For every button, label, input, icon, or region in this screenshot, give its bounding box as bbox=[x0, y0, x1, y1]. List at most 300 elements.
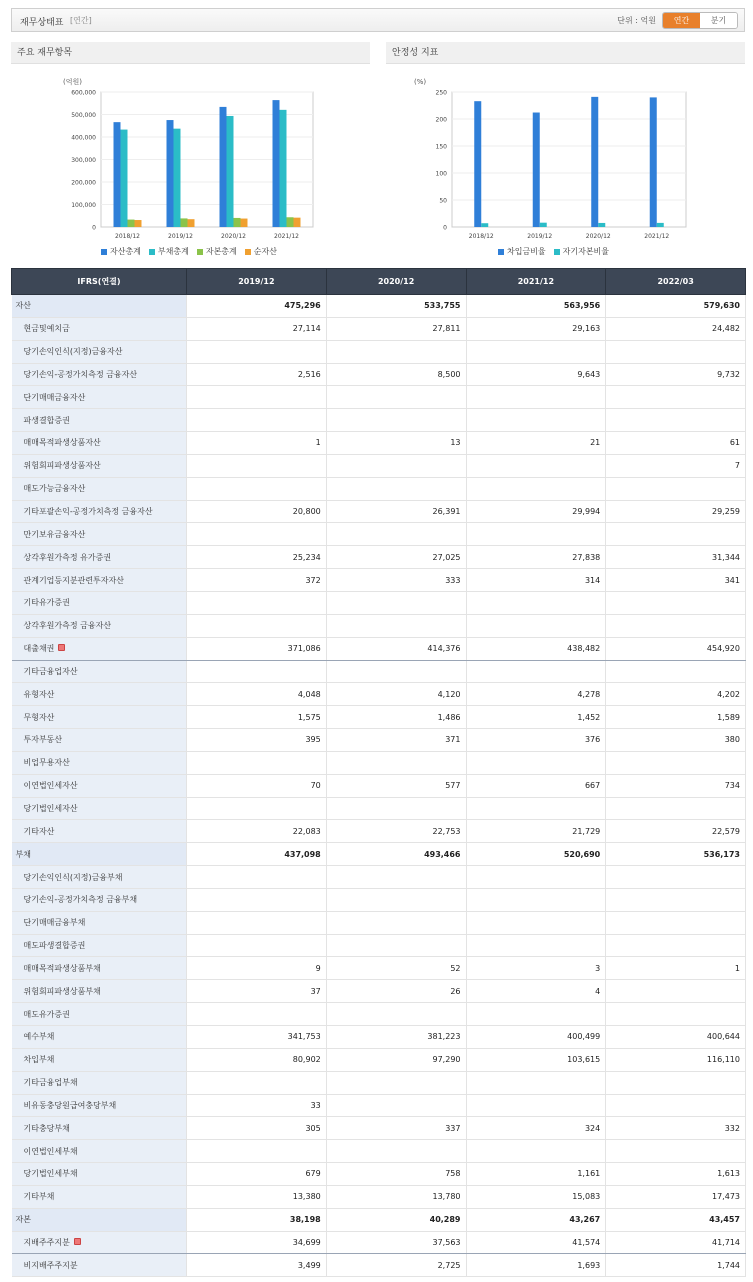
table-row bbox=[12, 637, 746, 660]
table-row bbox=[12, 1117, 746, 1140]
value-cell: 1 bbox=[606, 957, 746, 980]
value-cell bbox=[466, 614, 606, 637]
value-cell: 563,956 bbox=[466, 295, 606, 318]
header-2019-12: 2019/12 bbox=[187, 269, 327, 295]
value-cell: 371 bbox=[326, 729, 466, 752]
value-cell bbox=[466, 934, 606, 957]
header-2021-12: 2021/12 bbox=[466, 269, 606, 295]
key-items-bar-chart bbox=[11, 64, 370, 244]
row-label-cell bbox=[12, 843, 187, 866]
value-cell bbox=[606, 477, 746, 500]
value-cell: 3,499 bbox=[187, 1254, 327, 1277]
y-tick-label: 300,000 bbox=[71, 157, 96, 164]
legend-label: 자본총계 bbox=[205, 247, 237, 256]
value-cell: 3 bbox=[466, 957, 606, 980]
value-cell: 80,902 bbox=[187, 1048, 327, 1071]
bar-0-0 bbox=[114, 122, 121, 227]
value-cell bbox=[187, 523, 327, 546]
y-tick-label: 0 bbox=[92, 224, 96, 232]
value-cell: 758 bbox=[326, 1163, 466, 1186]
row-label-cell bbox=[12, 386, 187, 409]
stability-chart-title: 안정성 지표 bbox=[386, 42, 745, 64]
x-tick-label: 2021/12 bbox=[274, 233, 299, 240]
value-cell bbox=[606, 911, 746, 934]
value-cell bbox=[187, 866, 327, 889]
value-cell: 4,048 bbox=[187, 683, 327, 706]
key-items-chart-panel bbox=[11, 42, 370, 267]
x-tick-label: 2021/12 bbox=[644, 233, 670, 240]
value-cell: 116,110 bbox=[606, 1048, 746, 1071]
value-cell bbox=[466, 591, 606, 614]
table-row bbox=[12, 797, 746, 820]
value-cell: 4,202 bbox=[606, 683, 746, 706]
row-label: 비지배주주지분 bbox=[23, 1260, 78, 1270]
row-label: 당기손익인식(지정)금융부채 bbox=[23, 872, 123, 882]
row-label-cell bbox=[12, 1048, 187, 1071]
table-row bbox=[12, 934, 746, 957]
legend-swatch bbox=[498, 249, 504, 255]
bar-1-0 bbox=[481, 223, 488, 227]
value-cell: 1,613 bbox=[606, 1163, 746, 1186]
value-cell: 734 bbox=[606, 774, 746, 797]
value-cell: 1,486 bbox=[326, 706, 466, 729]
bar-0-1 bbox=[167, 120, 174, 227]
value-cell: 37 bbox=[187, 980, 327, 1003]
value-cell: 41,574 bbox=[466, 1231, 606, 1254]
balance-sheet-table bbox=[11, 268, 746, 1277]
expand-plus-icon[interactable] bbox=[74, 1238, 81, 1245]
legend-swatch bbox=[554, 249, 560, 255]
unit-label: 단위 : 억원 bbox=[617, 16, 656, 25]
legend-label: 부채총계 bbox=[157, 247, 189, 256]
value-cell bbox=[606, 1071, 746, 1094]
row-label-cell bbox=[12, 797, 187, 820]
value-cell: 26 bbox=[326, 980, 466, 1003]
legend-label: 순자산 bbox=[253, 247, 277, 256]
row-label: 투자부동산 bbox=[23, 735, 63, 745]
bar-2-2 bbox=[234, 218, 241, 227]
row-label: 기타부채 bbox=[23, 1192, 55, 1202]
y-tick-label: 500,000 bbox=[71, 112, 96, 119]
row-label-cell bbox=[12, 454, 187, 477]
row-label: 유형자산 bbox=[23, 689, 55, 699]
value-cell bbox=[606, 386, 746, 409]
value-cell bbox=[466, 751, 606, 774]
table-row bbox=[12, 1071, 746, 1094]
row-label: 기타금융업부채 bbox=[23, 1078, 78, 1088]
row-label-cell bbox=[12, 1003, 187, 1026]
row-label-cell bbox=[12, 1026, 187, 1049]
table-row bbox=[12, 1140, 746, 1163]
value-cell: 381,223 bbox=[326, 1026, 466, 1049]
quarter-toggle-button[interactable]: 분기 bbox=[700, 13, 737, 28]
row-label-cell bbox=[12, 706, 187, 729]
row-label-cell bbox=[12, 1163, 187, 1186]
row-label: 자산 bbox=[15, 301, 31, 311]
legend-label: 자기자본비율 bbox=[562, 247, 610, 256]
value-cell bbox=[326, 409, 466, 432]
bar-0-3 bbox=[650, 97, 657, 227]
row-label: 비업무용자산 bbox=[23, 758, 70, 768]
row-label-cell bbox=[12, 546, 187, 569]
row-label-cell[interactable] bbox=[12, 637, 187, 660]
table-row bbox=[12, 888, 746, 911]
value-cell: 41,714 bbox=[606, 1231, 746, 1254]
value-cell bbox=[326, 454, 466, 477]
value-cell: 324 bbox=[466, 1117, 606, 1140]
row-label-cell bbox=[12, 774, 187, 797]
value-cell bbox=[187, 797, 327, 820]
value-cell: 1,693 bbox=[466, 1254, 606, 1277]
row-label: 자본 bbox=[15, 1215, 31, 1225]
row-label-cell bbox=[12, 957, 187, 980]
bar-1-2 bbox=[227, 116, 234, 227]
value-cell bbox=[326, 1140, 466, 1163]
bar-3-1 bbox=[188, 219, 195, 227]
value-cell: 34,699 bbox=[187, 1231, 327, 1254]
table-row bbox=[12, 751, 746, 774]
value-cell bbox=[466, 1003, 606, 1026]
table-row bbox=[12, 432, 746, 455]
value-cell: 24,482 bbox=[606, 317, 746, 340]
value-cell: 43,267 bbox=[466, 1208, 606, 1231]
value-cell bbox=[466, 888, 606, 911]
value-cell bbox=[326, 1071, 466, 1094]
value-cell: 27,025 bbox=[326, 546, 466, 569]
header-2020-12: 2020/12 bbox=[326, 269, 466, 295]
value-cell bbox=[187, 934, 327, 957]
value-cell bbox=[187, 1003, 327, 1026]
value-cell bbox=[606, 1094, 746, 1117]
value-cell: 40,289 bbox=[326, 1208, 466, 1231]
legend-swatch bbox=[245, 249, 251, 255]
value-cell: 29,163 bbox=[466, 317, 606, 340]
value-cell bbox=[187, 409, 327, 432]
row-label: 당기법인세부채 bbox=[23, 1169, 78, 1179]
value-cell bbox=[606, 934, 746, 957]
row-label-cell bbox=[12, 477, 187, 500]
row-label: 차입부채 bbox=[23, 1055, 55, 1065]
row-label-cell bbox=[12, 1140, 187, 1163]
row-label-cell bbox=[12, 1071, 187, 1094]
table-row bbox=[12, 614, 746, 637]
x-tick-label: 2019/12 bbox=[168, 233, 193, 240]
value-cell: 395 bbox=[187, 729, 327, 752]
value-cell: 26,391 bbox=[326, 500, 466, 523]
row-label-cell bbox=[12, 751, 187, 774]
section-header bbox=[11, 8, 745, 32]
row-label: 단기매매금융자산 bbox=[23, 392, 86, 402]
value-cell bbox=[187, 660, 327, 683]
value-cell: 493,466 bbox=[326, 843, 466, 866]
legend-item bbox=[554, 246, 609, 257]
bar-3-3 bbox=[294, 218, 301, 227]
value-cell: 4,120 bbox=[326, 683, 466, 706]
header-ifrs: IFRS(연결) bbox=[12, 269, 187, 295]
value-cell: 314 bbox=[466, 569, 606, 592]
row-label: 기타금융업자산 bbox=[23, 666, 78, 676]
row-label-cell bbox=[12, 295, 187, 318]
row-label: 기타자산 bbox=[23, 826, 55, 836]
value-cell bbox=[326, 340, 466, 363]
row-label: 단기매매금융부채 bbox=[23, 918, 86, 928]
row-label: 이연법인세부채 bbox=[23, 1146, 78, 1156]
row-label: 매도파생결합증권 bbox=[23, 941, 86, 951]
value-cell bbox=[466, 1094, 606, 1117]
y-tick-label: 200,000 bbox=[71, 179, 96, 187]
row-label: 관계기업등지분관련투자자산 bbox=[23, 575, 124, 585]
table-row bbox=[12, 569, 746, 592]
value-cell bbox=[466, 797, 606, 820]
value-cell bbox=[187, 340, 327, 363]
table-row bbox=[12, 454, 746, 477]
table-row bbox=[12, 1231, 746, 1254]
value-cell bbox=[187, 888, 327, 911]
row-label: 매매목적파생상품부채 bbox=[23, 963, 101, 973]
value-cell: 667 bbox=[466, 774, 606, 797]
bar-0-0 bbox=[474, 101, 481, 227]
value-cell: 579,630 bbox=[606, 295, 746, 318]
value-cell bbox=[606, 980, 746, 1003]
table-row bbox=[12, 546, 746, 569]
row-label: 위험회피파생상품부채 bbox=[23, 986, 101, 996]
row-label-cell bbox=[12, 340, 187, 363]
table-row bbox=[12, 477, 746, 500]
value-cell bbox=[326, 934, 466, 957]
x-tick-label: 2020/12 bbox=[221, 233, 246, 240]
value-cell bbox=[466, 454, 606, 477]
row-label: 매도유가증권 bbox=[23, 1009, 70, 1019]
legend-label: 자산총계 bbox=[110, 247, 141, 256]
value-cell bbox=[187, 1071, 327, 1094]
value-cell bbox=[466, 340, 606, 363]
value-cell bbox=[326, 888, 466, 911]
table-row bbox=[12, 843, 746, 866]
value-cell: 37,563 bbox=[326, 1231, 466, 1254]
row-label-cell bbox=[12, 934, 187, 957]
value-cell: 22,753 bbox=[326, 820, 466, 843]
bar-2-0 bbox=[128, 220, 135, 227]
row-label-cell bbox=[12, 569, 187, 592]
value-cell: 475,296 bbox=[187, 295, 327, 318]
legend-item bbox=[149, 246, 189, 257]
row-label: 매도가능금융자산 bbox=[23, 484, 86, 494]
value-cell bbox=[187, 477, 327, 500]
value-cell: 27,838 bbox=[466, 546, 606, 569]
row-label: 매매목적파생상품자산 bbox=[23, 438, 101, 448]
bar-0-1 bbox=[533, 113, 540, 227]
value-cell: 9 bbox=[187, 957, 327, 980]
table-row bbox=[12, 1026, 746, 1049]
value-cell: 21 bbox=[466, 432, 606, 455]
row-label-cell bbox=[12, 683, 187, 706]
value-cell bbox=[606, 614, 746, 637]
bar-1-2 bbox=[598, 223, 605, 227]
table-row bbox=[12, 774, 746, 797]
value-cell bbox=[187, 911, 327, 934]
value-cell: 520,690 bbox=[466, 843, 606, 866]
value-cell: 337 bbox=[326, 1117, 466, 1140]
row-label-cell bbox=[12, 614, 187, 637]
row-label: 당기손익-공정가치측정 금융자산 bbox=[23, 369, 138, 379]
row-label-cell bbox=[12, 591, 187, 614]
y-tick-label: 400,000 bbox=[71, 134, 96, 142]
row-label-cell bbox=[12, 409, 187, 432]
value-cell: 97,290 bbox=[326, 1048, 466, 1071]
value-cell: 43,457 bbox=[606, 1208, 746, 1231]
value-cell: 9,732 bbox=[606, 363, 746, 386]
table-row bbox=[12, 500, 746, 523]
table-row bbox=[12, 957, 746, 980]
value-cell bbox=[326, 866, 466, 889]
value-cell: 372 bbox=[187, 569, 327, 592]
bar-1-3 bbox=[280, 110, 287, 227]
value-cell bbox=[466, 477, 606, 500]
value-cell: 437,098 bbox=[187, 843, 327, 866]
value-cell: 371,086 bbox=[187, 637, 327, 660]
table-row bbox=[12, 660, 746, 683]
value-cell bbox=[187, 386, 327, 409]
row-label: 파생결합증권 bbox=[23, 415, 70, 425]
row-label: 위험회피파생상품자산 bbox=[23, 461, 101, 471]
legend-swatch bbox=[197, 249, 203, 255]
value-cell: 21,729 bbox=[466, 820, 606, 843]
value-cell: 38,198 bbox=[187, 1208, 327, 1231]
value-cell bbox=[326, 1094, 466, 1117]
x-tick-label: 2020/12 bbox=[585, 233, 611, 240]
value-cell bbox=[606, 340, 746, 363]
row-label: 부채 bbox=[15, 849, 31, 859]
value-cell bbox=[187, 751, 327, 774]
value-cell: 400,499 bbox=[466, 1026, 606, 1049]
value-cell: 103,615 bbox=[466, 1048, 606, 1071]
value-cell: 333 bbox=[326, 569, 466, 592]
value-cell: 376 bbox=[466, 729, 606, 752]
value-cell bbox=[466, 911, 606, 934]
value-cell bbox=[326, 591, 466, 614]
row-label-cell bbox=[12, 500, 187, 523]
table-row bbox=[12, 386, 746, 409]
value-cell: 33 bbox=[187, 1094, 327, 1117]
bar-0-2 bbox=[220, 107, 227, 227]
bar-1-3 bbox=[657, 223, 664, 227]
value-cell: 52 bbox=[326, 957, 466, 980]
value-cell: 4 bbox=[466, 980, 606, 1003]
value-cell: 22,579 bbox=[606, 820, 746, 843]
legend-item bbox=[245, 246, 277, 257]
value-cell bbox=[466, 1071, 606, 1094]
value-cell bbox=[606, 866, 746, 889]
row-label-cell bbox=[12, 1254, 187, 1277]
row-label: 당기법인세자산 bbox=[23, 803, 78, 813]
value-cell: 438,482 bbox=[466, 637, 606, 660]
value-cell bbox=[326, 660, 466, 683]
expand-plus-icon[interactable] bbox=[58, 644, 65, 651]
value-cell bbox=[606, 751, 746, 774]
annual-toggle-button[interactable]: 연간 bbox=[663, 13, 700, 28]
row-label: 예수부채 bbox=[23, 1032, 55, 1042]
table-row bbox=[12, 683, 746, 706]
row-label: 무형자산 bbox=[23, 712, 55, 722]
table-row bbox=[12, 866, 746, 889]
value-cell bbox=[466, 866, 606, 889]
chart-unit-label: (%) bbox=[414, 78, 427, 86]
row-label-cell bbox=[12, 866, 187, 889]
value-cell bbox=[326, 523, 466, 546]
bar-1-0 bbox=[121, 130, 128, 227]
row-label-cell bbox=[12, 523, 187, 546]
value-cell: 61 bbox=[606, 432, 746, 455]
bar-0-3 bbox=[273, 100, 280, 227]
value-cell: 7 bbox=[606, 454, 746, 477]
table-row bbox=[12, 820, 746, 843]
value-cell bbox=[466, 660, 606, 683]
row-label: 당기손익인식(지정)금융자산 bbox=[23, 347, 123, 357]
value-cell: 679 bbox=[187, 1163, 327, 1186]
value-cell: 380 bbox=[606, 729, 746, 752]
table-row bbox=[12, 1185, 746, 1208]
value-cell: 2,725 bbox=[326, 1254, 466, 1277]
legend-label: 차입금비율 bbox=[507, 247, 546, 256]
row-label-cell bbox=[12, 317, 187, 340]
table-row bbox=[12, 729, 746, 752]
value-cell: 1,589 bbox=[606, 706, 746, 729]
value-cell: 1,452 bbox=[466, 706, 606, 729]
bar-2-1 bbox=[181, 218, 188, 227]
value-cell: 20,800 bbox=[187, 500, 327, 523]
value-cell: 1,744 bbox=[606, 1254, 746, 1277]
table-row bbox=[12, 317, 746, 340]
row-label-cell bbox=[12, 1094, 187, 1117]
value-cell bbox=[606, 888, 746, 911]
x-tick-label: 2018/12 bbox=[468, 233, 494, 240]
chart-unit-label: (억원) bbox=[63, 78, 82, 86]
value-cell bbox=[606, 1140, 746, 1163]
value-cell: 454,920 bbox=[606, 637, 746, 660]
value-cell: 13,380 bbox=[187, 1185, 327, 1208]
value-cell bbox=[187, 1140, 327, 1163]
value-cell: 15,083 bbox=[466, 1185, 606, 1208]
table-row bbox=[12, 409, 746, 432]
row-label-cell[interactable] bbox=[12, 1231, 187, 1254]
stability-chart-panel bbox=[386, 42, 745, 267]
row-label-cell bbox=[12, 1117, 187, 1140]
value-cell: 70 bbox=[187, 774, 327, 797]
y-tick-label: 0 bbox=[443, 224, 447, 232]
value-cell: 414,376 bbox=[326, 637, 466, 660]
value-cell: 400,644 bbox=[606, 1026, 746, 1049]
y-tick-label: 600,000 bbox=[71, 89, 96, 97]
value-cell: 332 bbox=[606, 1117, 746, 1140]
row-label-cell bbox=[12, 911, 187, 934]
table-row bbox=[12, 1003, 746, 1026]
value-cell: 341 bbox=[606, 569, 746, 592]
value-cell: 29,259 bbox=[606, 500, 746, 523]
value-cell bbox=[326, 797, 466, 820]
value-cell bbox=[606, 660, 746, 683]
row-label: 현금및예치금 bbox=[23, 324, 70, 334]
table-row bbox=[12, 706, 746, 729]
bar-1-1 bbox=[540, 223, 547, 227]
y-tick-label: 150 bbox=[435, 143, 447, 151]
table-row bbox=[12, 980, 746, 1003]
section-title: 재무상태표 bbox=[20, 18, 64, 28]
row-label-cell bbox=[12, 363, 187, 386]
value-cell bbox=[326, 614, 466, 637]
value-cell: 1 bbox=[187, 432, 327, 455]
table-row bbox=[12, 363, 746, 386]
x-tick-label: 2018/12 bbox=[115, 233, 140, 240]
